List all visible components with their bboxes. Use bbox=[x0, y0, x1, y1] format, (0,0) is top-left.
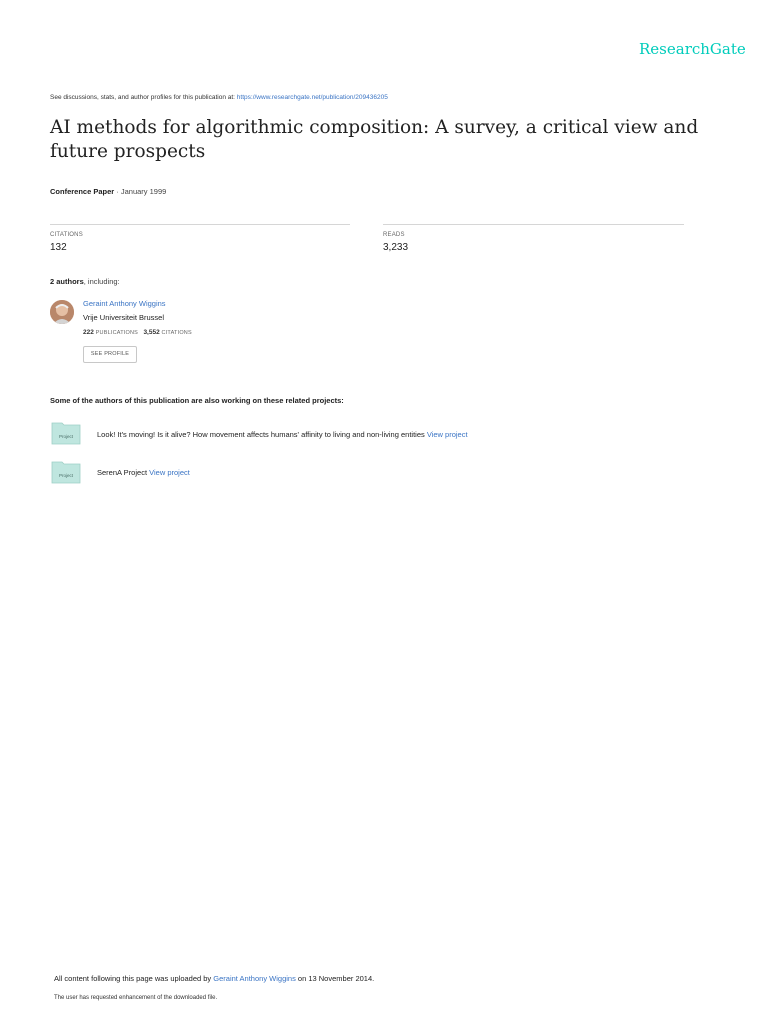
related-project-2 bbox=[97, 468, 190, 477]
upload-note bbox=[54, 974, 374, 983]
author-publications-count: 222 bbox=[83, 329, 94, 336]
publication-meta bbox=[50, 187, 166, 196]
citations-divider bbox=[50, 224, 350, 225]
reads-label: READS bbox=[383, 232, 405, 238]
publication-type: Conference Paper bbox=[50, 187, 115, 196]
authors-heading bbox=[50, 277, 120, 286]
related-project-1 bbox=[97, 430, 468, 439]
author-institution: Vrije Universiteit Brussel bbox=[83, 313, 164, 322]
discussion-note-text: See discussions, stats, and author profiles for this publication at: bbox=[50, 94, 237, 101]
project-folder-icon bbox=[51, 460, 81, 484]
citations-label: CITATIONS bbox=[50, 232, 83, 238]
project-2-title: SerenA Project bbox=[97, 468, 148, 477]
reads-count: 3,233 bbox=[383, 242, 409, 253]
author-photo-icon bbox=[50, 300, 74, 324]
authors-including: , including: bbox=[83, 277, 120, 286]
author-citations-count: 3,552 bbox=[143, 329, 160, 336]
project-2-view-link[interactable]: View project bbox=[149, 468, 190, 477]
reads-divider bbox=[383, 224, 684, 225]
enhancement-note: The user has requested enhancement of the downloaded file. bbox=[54, 995, 218, 1001]
related-projects-heading: Some of the authors of this publication are also working on these related projects: bbox=[50, 396, 344, 405]
publication-title: AI methods for algorithmic composition: A survey, a critical view and future prospects bbox=[50, 117, 699, 162]
upload-suffix: on 13 November 2014. bbox=[295, 974, 375, 983]
authors-count: 2 authors bbox=[50, 277, 84, 286]
discussion-note bbox=[50, 94, 388, 101]
citations-count: 132 bbox=[50, 242, 67, 253]
publication-url-link[interactable]: https://www.researchgate.net/publication/209436205 bbox=[236, 94, 388, 101]
author-citations-label: CITATIONS bbox=[161, 330, 192, 336]
author-publications-label: PUBLICATIONS bbox=[95, 330, 139, 336]
uploader-link[interactable]: Geraint Anthony Wiggins bbox=[213, 974, 296, 983]
author-avatar[interactable] bbox=[50, 300, 74, 324]
researchgate-logo[interactable]: ResearchGate bbox=[639, 40, 746, 58]
project-icon-label: Project bbox=[58, 473, 74, 478]
publication-date: January 1999 bbox=[120, 187, 167, 196]
upload-prefix: All content following this page was uploaded by bbox=[54, 974, 214, 983]
project-folder-icon bbox=[51, 421, 81, 445]
see-profile-button[interactable]: SEE PROFILE bbox=[83, 346, 137, 363]
project-1-view-link[interactable]: View project bbox=[426, 430, 468, 439]
project-icon-label: Project bbox=[58, 434, 74, 439]
author-name-link[interactable]: Geraint Anthony Wiggins bbox=[83, 299, 166, 308]
meta-separator: · bbox=[114, 187, 121, 196]
author-stats bbox=[83, 329, 192, 336]
project-1-title: Look! It's moving! Is it alive? How movement affects humans' affinity to living and non-living entities bbox=[97, 430, 425, 439]
